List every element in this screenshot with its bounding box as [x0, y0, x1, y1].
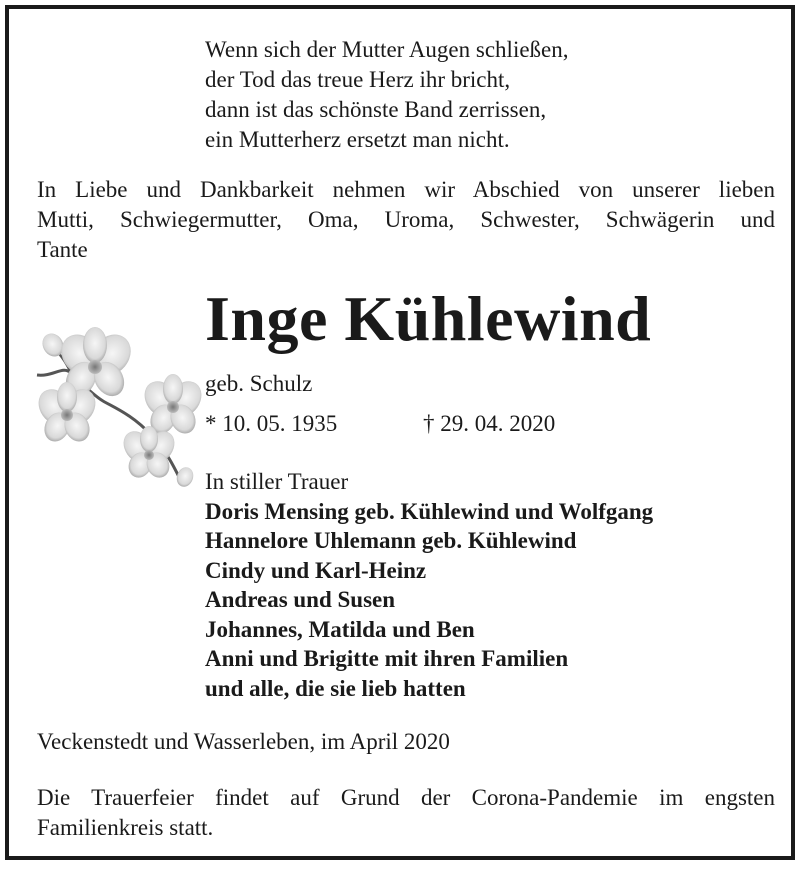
place-date: Veckenstedt und Wasserleben, im April 2020 [37, 729, 450, 754]
life-dates [205, 409, 556, 439]
poem [205, 35, 569, 155]
mourner-line: Doris Mensing geb. Kühlewind und Wolfgang [205, 498, 654, 524]
poem-line: der Tod das treue Herz ihr bricht, [205, 67, 511, 92]
poem-line: dann ist das schönste Band zerrissen, [205, 97, 547, 122]
note-line: Die Trauerfeier findet auf Grund der Corona-Pandemie im engsten [37, 785, 775, 810]
poem-line: Wenn sich der Mutter Augen schließen, [205, 37, 569, 62]
mourner-line: Andreas und Susen [205, 587, 396, 612]
mourner-line: Cindy und Karl-Heinz [205, 557, 427, 583]
death-date: † 29. 04. 2020 [423, 411, 556, 436]
mourner-line: und alle, die sie lieb hatten [205, 675, 466, 701]
orchid-icon [33, 315, 205, 490]
note-line: Familienkreis statt. [37, 815, 214, 840]
obituary-frame [5, 5, 795, 860]
birth-date: * 10. 05. 1935 [205, 411, 338, 436]
maiden-name: geb. Schulz [205, 371, 313, 396]
intro-line: Mutti, Schwiegermutter, Oma, Uroma, Schwester, Schwägerin und [37, 207, 775, 232]
intro-line: Tante [37, 237, 88, 262]
deceased-name: Inge Kühlewind [205, 283, 652, 354]
mourning-heading: In stiller Trauer [205, 469, 349, 494]
mourner-line: Hannelore Uhlemann geb. Kühlewind [205, 528, 577, 553]
intro-line: In Liebe und Dankbarkeit nehmen wir Abschied von unserer lieben [37, 177, 775, 202]
intro-text [37, 175, 775, 265]
mourners-block [205, 467, 653, 703]
mourner-line: Anni und Brigitte mit ihren Familien [205, 646, 569, 671]
funeral-note [37, 783, 775, 843]
poem-line: ein Mutterherz ersetzt man nicht. [205, 127, 510, 152]
mourner-line: Johannes, Matilda und Ben [205, 616, 475, 642]
